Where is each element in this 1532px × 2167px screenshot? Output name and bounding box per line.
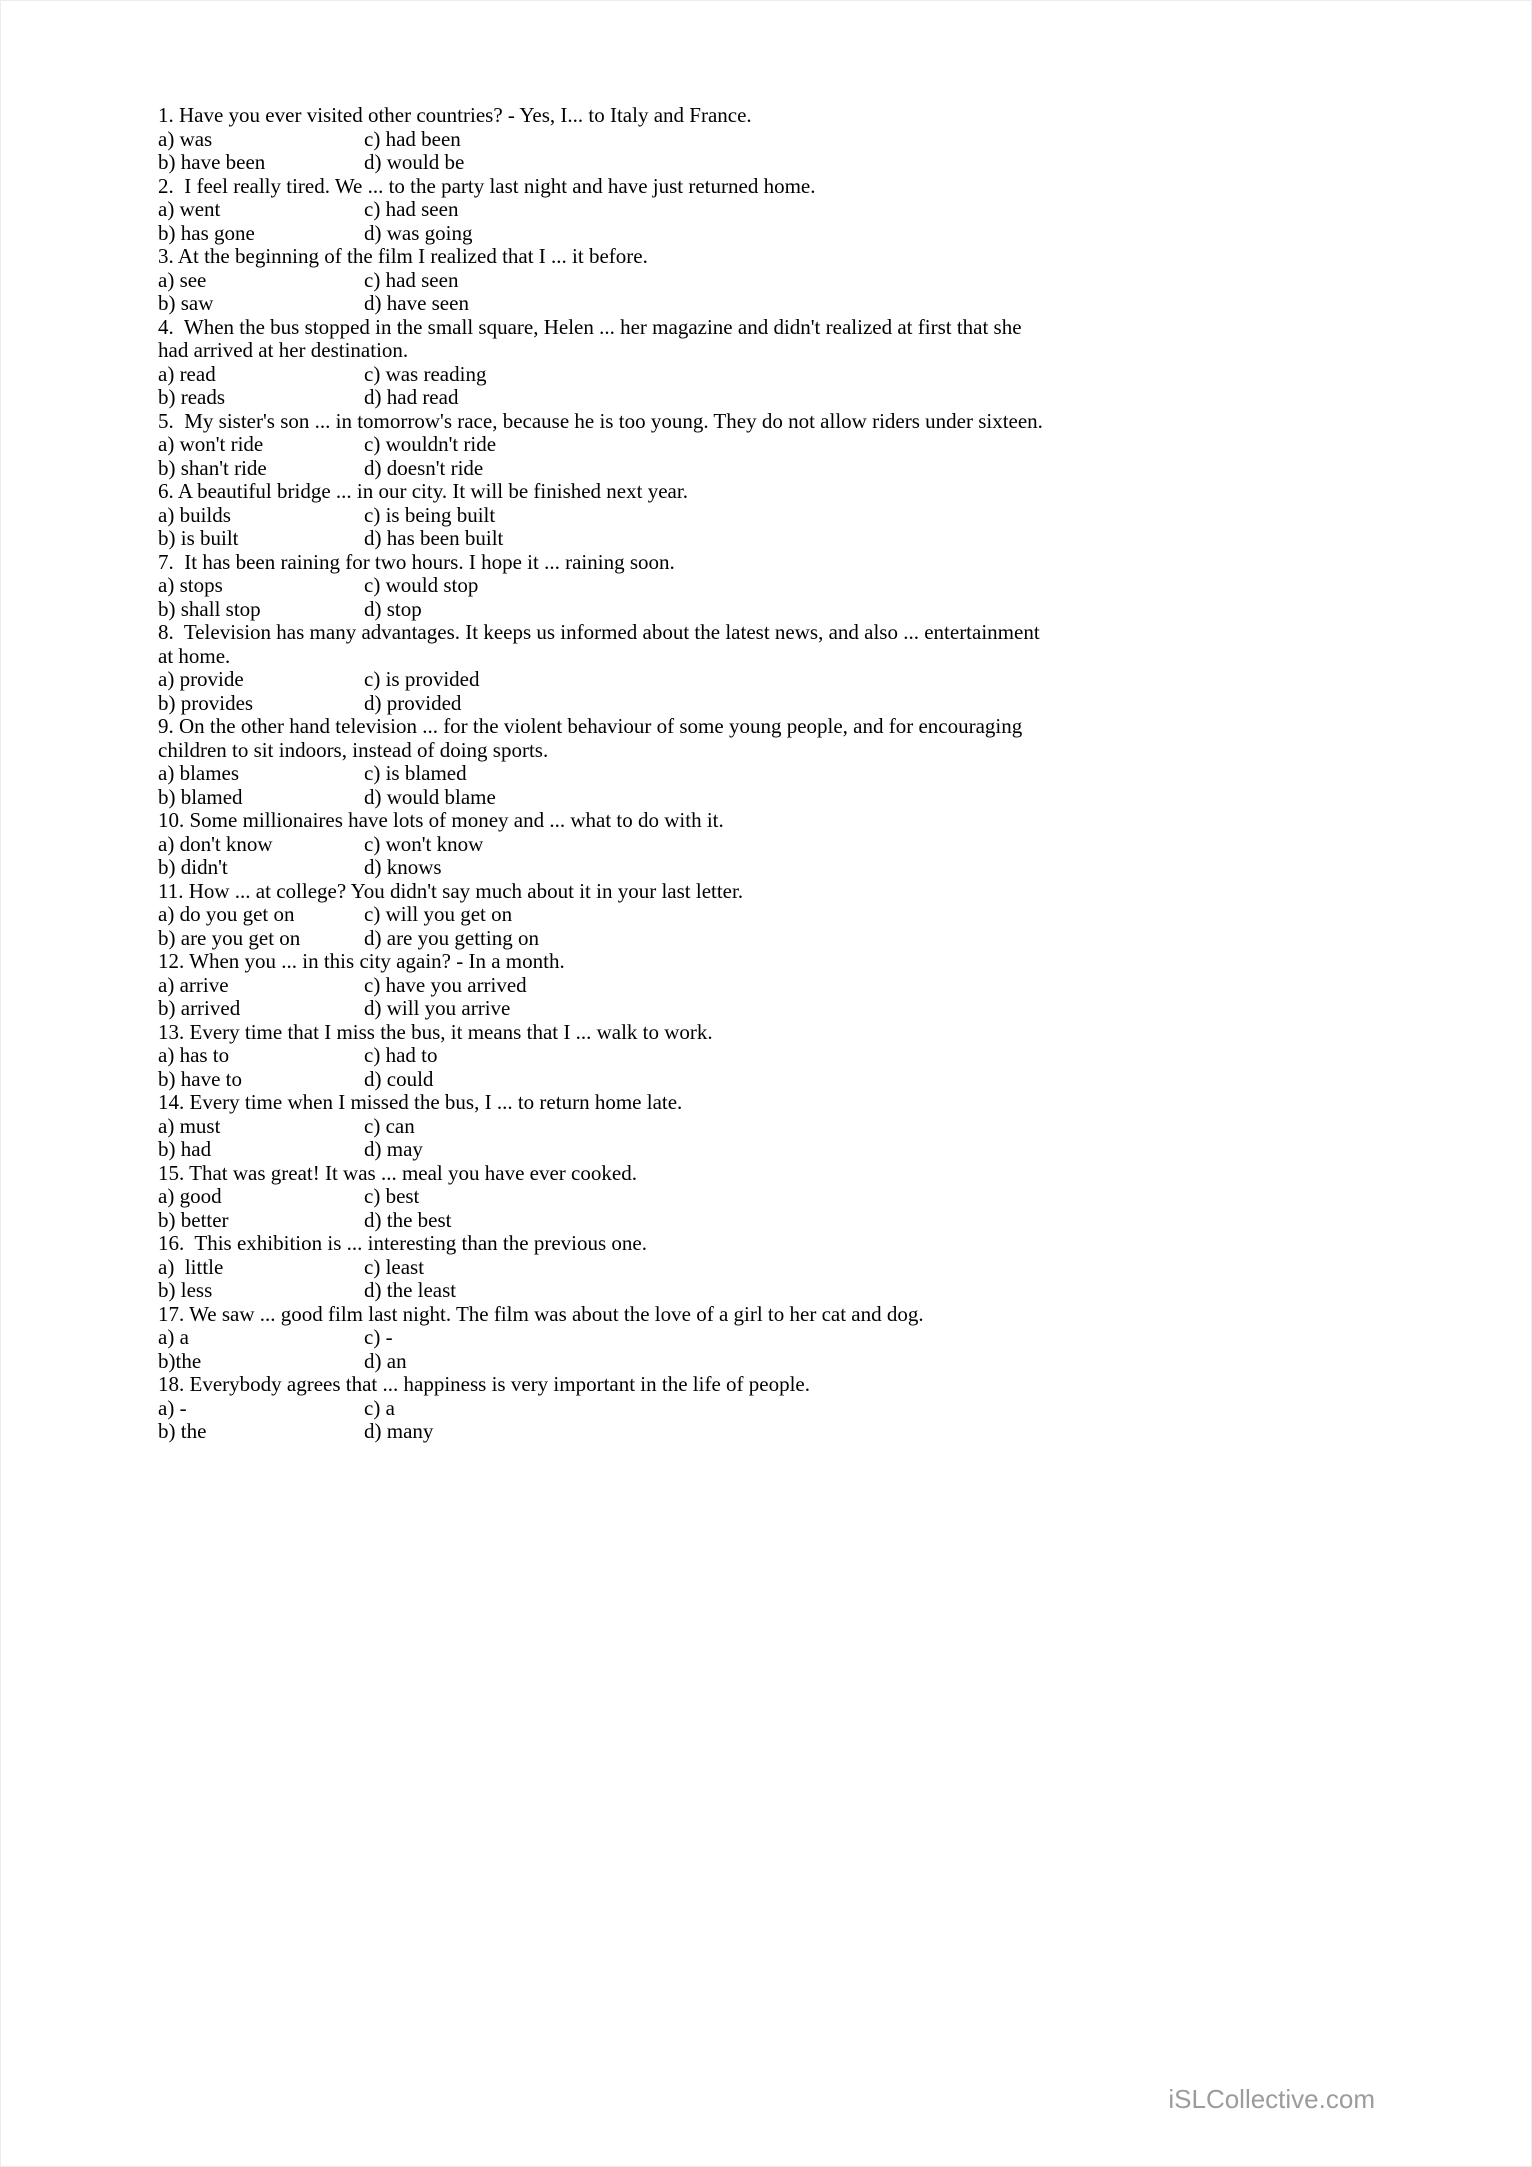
- option-a: a) builds: [158, 502, 231, 527]
- option-c: c) can: [364, 1113, 415, 1138]
- option-row-ac: [158, 433, 1398, 457]
- option-b: b) better: [158, 1207, 229, 1232]
- question-line: 1. Have you ever visited other countries? - Yes, I... to Italy and France.: [158, 103, 752, 127]
- question-line: 12. When you ... in this city again? - In a month.: [158, 949, 565, 973]
- option-row-ac: [158, 668, 1398, 692]
- option-row-ac: [158, 1115, 1398, 1139]
- option-c: c) is provided: [364, 667, 480, 691]
- option-a: a) a: [158, 1325, 189, 1349]
- option-b: b)the: [158, 1348, 202, 1373]
- option-d: d) are you getting on: [364, 925, 539, 950]
- question-block: [158, 410, 1398, 481]
- option-d: d) would blame: [364, 784, 496, 809]
- question-block: [158, 480, 1398, 551]
- option-a: a) has to: [158, 1043, 230, 1067]
- question-line: 9. On the other hand television ... for the violent behaviour of some young people, and for encouraging: [158, 714, 1023, 738]
- option-d: d) may: [364, 1137, 423, 1161]
- option-b: b) shall stop: [158, 596, 261, 621]
- option-a: a) good: [158, 1184, 222, 1208]
- question-text: [158, 316, 1398, 363]
- option-c: c) had to: [364, 1043, 438, 1067]
- question-line: 18. Everybody agrees that ... happiness is very important in the life of people.: [158, 1372, 810, 1396]
- option-c: c) was reading: [364, 361, 487, 386]
- option-a: a) -: [158, 1395, 187, 1420]
- question-line: 7. It has been raining for two hours. I hope it ... raining soon.: [158, 549, 675, 574]
- option-row-ac: [158, 974, 1398, 998]
- question-text: [158, 880, 1398, 904]
- option-b: b) less: [158, 1278, 213, 1302]
- question-block: [158, 621, 1398, 715]
- option-row-ac: [158, 903, 1398, 927]
- option-row-bd: [158, 457, 1398, 481]
- option-d: d) stop: [364, 596, 422, 621]
- option-d: d) will you arrive: [364, 996, 511, 1020]
- option-d: d) the least: [364, 1278, 457, 1302]
- question-text: [158, 1373, 1398, 1397]
- option-d: d) was going: [364, 220, 473, 245]
- option-row-ac: [158, 762, 1398, 786]
- question-block: [158, 1303, 1398, 1374]
- option-d: d) could: [364, 1066, 434, 1091]
- question-line: 2. I feel really tired. We ... to the party last night and have just returned home.: [158, 173, 816, 198]
- option-c: c) had seen: [364, 197, 459, 221]
- option-d: d) an: [364, 1348, 407, 1373]
- option-c: c) least: [364, 1254, 425, 1279]
- question-text: [158, 1021, 1398, 1045]
- option-d: d) has been built: [364, 526, 504, 550]
- option-a: a) stops: [158, 573, 223, 597]
- option-row-ac: [158, 1256, 1398, 1280]
- option-a: a) provide: [158, 667, 244, 691]
- question-text: [158, 1091, 1398, 1115]
- option-b: b) provides: [158, 690, 254, 715]
- question-block: [158, 104, 1398, 175]
- question-block: [158, 175, 1398, 246]
- option-b: b) didn't: [158, 855, 228, 879]
- option-a: a) blames: [158, 761, 240, 785]
- option-b: b) are you get on: [158, 925, 301, 950]
- option-a: a) won't ride: [158, 432, 264, 456]
- option-c: c) had seen: [364, 267, 459, 292]
- question-text: [158, 715, 1398, 762]
- question-text: [158, 621, 1398, 668]
- option-row-ac: [158, 574, 1398, 598]
- option-b: b) arrived: [158, 996, 241, 1020]
- option-row-bd: [158, 786, 1398, 810]
- question-line: had arrived at her destination.: [158, 338, 409, 362]
- option-d: d) had read: [364, 385, 459, 409]
- option-row-bd: [158, 527, 1398, 551]
- option-c: c) -: [364, 1325, 393, 1349]
- question-text: [158, 1303, 1398, 1327]
- option-d: d) would be: [364, 150, 465, 174]
- question-line: at home.: [158, 643, 231, 668]
- question-block: [158, 551, 1398, 622]
- option-row-bd: [158, 1138, 1398, 1162]
- question-line: 3. At the beginning of the film I realized that I ... it before.: [158, 244, 648, 268]
- question-line: 5. My sister's son ... in tomorrow's race, because he is too young. They do not allow riders under sixteen.: [158, 408, 1043, 433]
- option-row-bd: [158, 856, 1398, 880]
- option-row-bd: [158, 1350, 1398, 1374]
- option-c: c) have you arrived: [364, 972, 527, 997]
- question-block: [158, 715, 1398, 809]
- option-c: c) is blamed: [364, 761, 467, 785]
- option-row-ac: [158, 1044, 1398, 1068]
- option-b: b) shan't ride: [158, 455, 267, 480]
- question-text: [158, 245, 1398, 269]
- option-a: a) arrive: [158, 972, 229, 997]
- option-c: c) wouldn't ride: [364, 432, 497, 456]
- question-text: [158, 1232, 1398, 1256]
- question-line: 4. When the bus stopped in the small square, Helen ... her magazine and didn't realized at first that she: [158, 314, 1022, 339]
- option-d: d) have seen: [364, 291, 469, 315]
- question-text: [158, 104, 1398, 128]
- option-a: a) little: [158, 1254, 224, 1279]
- question-line: 8. Television has many advantages. It keeps us informed about the latest news, and also ... entertainment: [158, 620, 1040, 644]
- option-d: d) provided: [364, 690, 462, 715]
- option-c: c) would stop: [364, 573, 479, 597]
- question-block: [158, 1091, 1398, 1162]
- option-row-ac: [158, 128, 1398, 152]
- option-c: c) a: [364, 1395, 395, 1420]
- question-block: [158, 880, 1398, 951]
- option-row-bd: [158, 1420, 1398, 1444]
- option-a: a) was: [158, 126, 213, 151]
- question-block: [158, 316, 1398, 410]
- option-row-bd: [158, 1068, 1398, 1092]
- option-row-ac: [158, 269, 1398, 293]
- option-d: d) the best: [364, 1207, 452, 1232]
- option-c: c) will you get on: [364, 902, 513, 926]
- question-text: [158, 809, 1398, 833]
- option-row-bd: [158, 598, 1398, 622]
- option-row-bd: [158, 151, 1398, 175]
- question-block: [158, 1373, 1398, 1444]
- question-block: [158, 809, 1398, 880]
- question-block: [158, 1232, 1398, 1303]
- question-block: [158, 1021, 1398, 1092]
- question-line: 16. This exhibition is ... interesting than the previous one.: [158, 1231, 647, 1255]
- question-line: 11. How ... at college? You didn't say much about it in your last letter.: [158, 878, 744, 903]
- option-row-bd: [158, 386, 1398, 410]
- option-row-ac: [158, 504, 1398, 528]
- option-a: a) don't know: [158, 831, 273, 856]
- option-a: a) do you get on: [158, 902, 295, 926]
- option-a: a) must: [158, 1113, 221, 1138]
- option-row-bd: [158, 1279, 1398, 1303]
- option-a: a) went: [158, 197, 221, 221]
- option-row-ac: [158, 1185, 1398, 1209]
- watermark: iSLCollective.com: [1168, 2084, 1375, 2114]
- option-b: b) is built: [158, 526, 239, 550]
- option-b: b) had: [158, 1137, 212, 1161]
- option-b: b) have been: [158, 150, 266, 174]
- question-text: [158, 1162, 1398, 1186]
- option-b: b) reads: [158, 385, 226, 409]
- question-line: 13. Every time that I miss the bus, it means that I ... walk to work.: [158, 1019, 713, 1044]
- option-row-bd: [158, 692, 1398, 716]
- question-text: [158, 950, 1398, 974]
- option-c: c) won't know: [364, 831, 484, 856]
- option-row-bd: [158, 927, 1398, 951]
- questions-list: [158, 104, 1398, 1444]
- question-text: [158, 410, 1398, 434]
- option-b: b) blamed: [158, 784, 243, 809]
- option-c: c) had been: [364, 126, 461, 151]
- option-row-ac: [158, 363, 1398, 387]
- option-b: b) has gone: [158, 220, 255, 245]
- question-text: [158, 480, 1398, 504]
- question-line: 14. Every time when I missed the bus, I ... to return home late.: [158, 1090, 683, 1114]
- option-c: c) is being built: [364, 502, 496, 527]
- option-c: c) best: [364, 1184, 420, 1208]
- option-b: b) the: [158, 1419, 207, 1443]
- option-a: a) read: [158, 361, 216, 386]
- question-line: 15. That was great! It was ... meal you have ever cooked.: [158, 1160, 637, 1185]
- option-row-ac: [158, 1326, 1398, 1350]
- option-row-bd: [158, 1209, 1398, 1233]
- option-b: b) have to: [158, 1066, 242, 1091]
- option-a: a) see: [158, 267, 207, 292]
- question-block: [158, 1162, 1398, 1233]
- option-d: d) knows: [364, 855, 442, 879]
- option-row-ac: [158, 833, 1398, 857]
- option-b: b) saw: [158, 291, 214, 315]
- question-line: 6. A beautiful bridge ... in our city. It will be finished next year.: [158, 479, 688, 503]
- question-line: 10. Some millionaires have lots of money and ... what to do with it.: [158, 808, 724, 832]
- option-d: d) doesn't ride: [364, 455, 484, 480]
- option-d: d) many: [364, 1419, 434, 1443]
- option-row-bd: [158, 997, 1398, 1021]
- question-text: [158, 551, 1398, 575]
- question-line: 17. We saw ... good film last night. The film was about the love of a girl to her cat and dog.: [158, 1301, 924, 1326]
- question-text: [158, 175, 1398, 199]
- question-line: children to sit indoors, instead of doing sports.: [158, 737, 549, 762]
- question-block: [158, 245, 1398, 316]
- option-row-ac: [158, 198, 1398, 222]
- option-row-ac: [158, 1397, 1398, 1421]
- option-row-bd: [158, 222, 1398, 246]
- option-row-bd: [158, 292, 1398, 316]
- question-block: [158, 950, 1398, 1021]
